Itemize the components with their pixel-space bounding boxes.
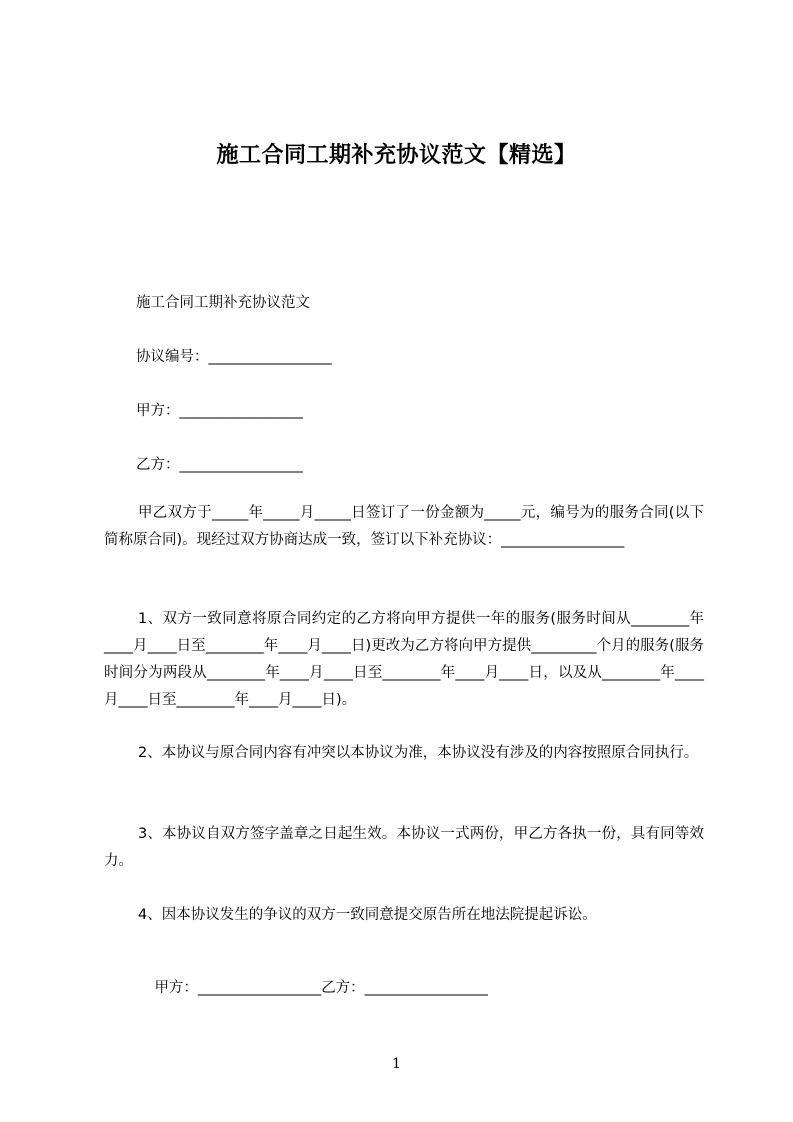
clause-3 <box>104 821 704 875</box>
party-a-signature: 甲方：_________________ <box>154 980 322 996</box>
clause-1 <box>104 606 704 714</box>
clause-2-text: 2、本协议与原合同内容有冲突以本协议为准，本协议没有涉及的内容按照原合同执行。 <box>138 745 699 761</box>
page-title: 施工合同工期补充协议范文【精选】 <box>216 143 577 168</box>
party-b-field: 乙方：_________________ <box>136 457 303 473</box>
signature-row <box>136 960 488 1013</box>
clause-4 <box>104 902 704 929</box>
agreement-number-field: 协议编号：_________________ <box>136 349 332 365</box>
party-b-signature: 乙方：_________________ <box>321 980 488 996</box>
clause-1-text: 1、双方一致同意将原合同约定的乙方将向甲方提供一年的服务(服务时间从________年____月____日至________年____月____日)更改为乙方将向甲方提供_________个月的服务(服务时间分为两段从________年____月____日至________年____月____日，以及从________年____月____日至________年____月____日)。 <box>104 611 704 708</box>
intro-paragraph <box>104 500 704 554</box>
party-a-field: 甲方：_________________ <box>136 403 303 419</box>
clause-3-text: 3、本协议自双方签字盖章之日起生效。本协议一式两份，甲乙方各执一份，具有同等效力。 <box>104 826 704 869</box>
intro-text: 甲乙双方于_____年_____月_____日签订了一份金额为_____元，编号为的服务合同(以下简称原合同)。现经过双方协商达成一致，签订以下补充协议：_________________ <box>104 505 704 548</box>
clause-4-text: 4、因本协议发生的争议的双方一致同意提交原告所在地法院提起诉讼。 <box>138 907 597 923</box>
page-number: 1 <box>392 1056 401 1072</box>
document-subtitle: 施工合同工期补充协议范文 <box>136 295 310 311</box>
clause-2 <box>104 740 704 767</box>
